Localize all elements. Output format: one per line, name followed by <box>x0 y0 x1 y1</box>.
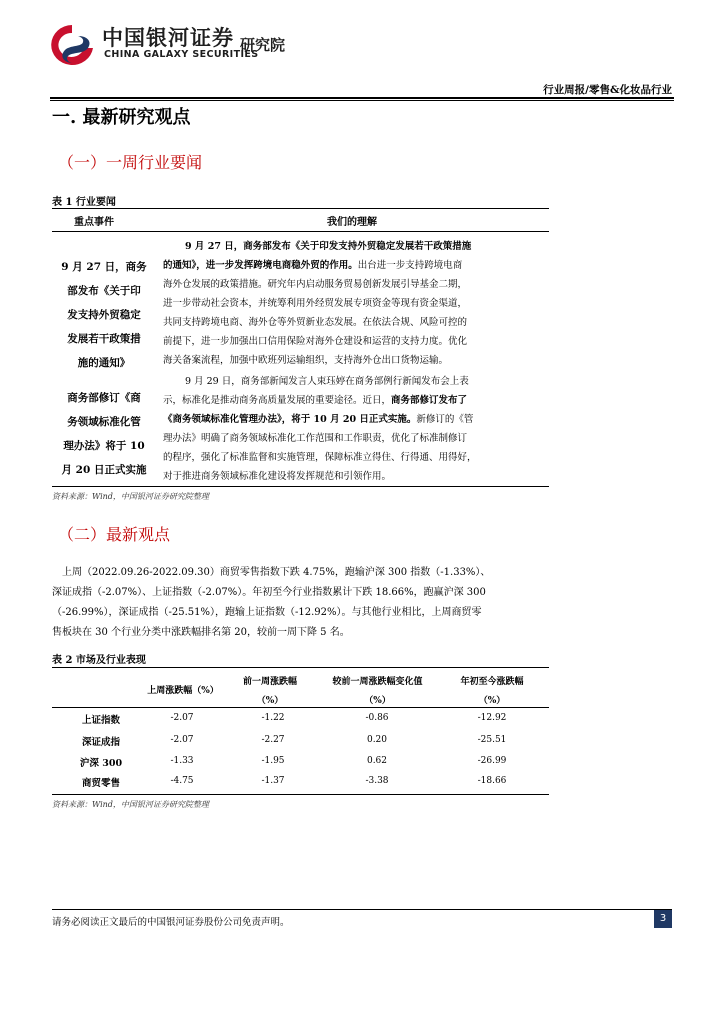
text-line: 的程序，强化了标准监督和实施管理，保障标准立得住、行得通、用得好， <box>163 452 477 463</box>
report-category: 行业周报/零售&化妆品行业 <box>543 84 672 96</box>
cell-ytd: -12.92 <box>477 713 507 723</box>
text-span: 出台进一步支持跨境电商 <box>357 260 463 271</box>
table2-header-rule <box>52 707 549 708</box>
text-line: 对于推进商务领域标准化建设将发挥规范和引领作用。 <box>163 471 392 482</box>
event-line: 发支持外贸稳定 <box>67 309 141 321</box>
cell-week: -4.75 <box>170 776 194 786</box>
event-line: 务领域标准化管 <box>67 416 141 428</box>
table1-top-rule <box>52 208 549 209</box>
bold-span: 商务部修订发布了 <box>391 395 468 406</box>
table1-header-rule <box>52 231 549 232</box>
header-divider-thin <box>50 100 674 101</box>
event-line: 商务部修订《商 <box>67 392 141 404</box>
row-label: 商贸零售 <box>81 778 120 789</box>
cell-ytd: -26.99 <box>477 756 507 766</box>
cell-change: -0.86 <box>365 713 389 723</box>
cell-week: -2.07 <box>170 713 194 723</box>
text-line: 海外仓发展的政策措施。研究年内启动服务贸易创新发展引导基金二期， <box>163 279 468 290</box>
text-span: 新修订的《管 <box>416 414 474 425</box>
text-line: 进一步带动社会资本，并统筹利用外经贸发展专项资金等现有资金渠道， <box>163 298 468 309</box>
row-label: 上证指数 <box>81 715 120 726</box>
cell-ytd: -25.51 <box>477 735 507 745</box>
subsection-heading-news: （一）一周行业要闻 <box>58 153 203 172</box>
table1-text-1 <box>163 237 549 370</box>
text-line: 9 月 29 日，商务部新闻发言人束珏婷在商务部例行新闻发布会上表 <box>185 376 469 387</box>
market-summary-paragraph <box>52 563 550 643</box>
table2-top-rule <box>52 667 549 668</box>
cell-prev-week: -2.27 <box>261 735 285 745</box>
cell-prev-week: -1.95 <box>261 756 285 766</box>
text-line: 海关备案流程，加强中欧班列运输组织，支持海外仓出口货物运输。 <box>163 355 449 366</box>
cell-change: -3.38 <box>365 776 389 786</box>
header-divider <box>50 97 674 99</box>
text-line: 前提下，进一步加强出口信用保险对海外仓建设和运营的支持力度。优化 <box>163 336 468 347</box>
event-line: 月 20 日正式实施 <box>61 464 147 476</box>
table2-header-prev-week: 前一周涨跌幅 <box>242 677 297 687</box>
bold-span: 的通知》，进一步发挥跨境电商稳外贸的作用。 <box>163 260 358 271</box>
paragraph-line: 上周（2022.09.26-2022.09.30）商贸零售指数下跌 4.75%，跑输沪深 300 指数（-1.33%）、 <box>62 567 491 578</box>
table2-header-change: 较前一周涨跌幅变化值 <box>332 677 423 687</box>
footer-disclaimer: 请务必阅读正文最后的中国银河证券股份公司免责声明。 <box>52 917 290 928</box>
cell-change: 0.62 <box>366 756 388 766</box>
galaxy-logo-icon <box>48 22 96 66</box>
table2-unit: （%） <box>478 696 506 706</box>
table2-caption: 表 2 市场及行业表现 <box>52 655 146 666</box>
cell-prev-week: -1.22 <box>261 713 285 723</box>
subsection-heading-views: （二）最新观点 <box>58 525 171 544</box>
section-heading: 一. 最新研究观点 <box>52 107 191 128</box>
table1-event-1 <box>54 255 154 375</box>
page-number: 3 <box>654 910 672 928</box>
logo-chinese-name: 中国银河证券 <box>102 26 234 50</box>
table1-text-2 <box>163 372 549 486</box>
cell-ytd: -18.66 <box>477 776 507 786</box>
table2-unit: （%） <box>256 696 284 706</box>
table1-caption: 表 1 行业要闻 <box>52 197 116 208</box>
event-line: 部发布《关于印 <box>67 285 141 297</box>
row-label: 沪深 300 <box>79 758 123 769</box>
text-span: 示，标准化是推动商务高质量发展的重要途径。近日， <box>163 395 392 406</box>
paragraph-line: 深证成指（-2.07%）、上证指数（-2.07%）。年初至今行业指数累计下跌 18.66%，跑赢沪深 300 <box>52 587 486 598</box>
text-line: 理办法》明确了商务领域标准化工作范围和工作职责，优化了标准制修订 <box>163 433 468 444</box>
event-line: 施的通知》 <box>77 357 131 369</box>
table1-event-2 <box>54 386 154 482</box>
table1-source: 资料来源：Wind，中国银河证券研究院整理 <box>52 492 209 501</box>
institute-label: 研究院 <box>240 36 286 54</box>
paragraph-line: （-26.99%），深证成指（-25.51%），跑输上证指数（-12.92%）。与其他行业相比，上周商贸零 <box>52 607 482 618</box>
table1-header-event: 重点事件 <box>74 217 114 228</box>
cell-prev-week: -1.37 <box>261 776 285 786</box>
text-line: 共同支持跨境电商、海外仓等外贸新业态发展。在依法合规、风险可控的 <box>163 317 468 328</box>
table2-bottom-rule <box>52 794 549 795</box>
bold-span: 9 月 27 日，商务部发布《关于印发支持外贸稳定发展若干政策措施 <box>185 241 472 252</box>
bold-span: 《商务领域标准化管理办法》，将于 10 月 20 日正式实施。 <box>163 414 417 425</box>
cell-week: -2.07 <box>170 735 194 745</box>
table1-header-understanding: 我们的理解 <box>327 217 377 228</box>
footer-divider <box>52 909 672 910</box>
event-line: 理办法》将于 10 <box>63 440 145 452</box>
cell-change: 0.20 <box>366 735 388 745</box>
cell-week: -1.33 <box>170 756 194 766</box>
paragraph-line: 售板块在 30 个行业分类中涨跌幅排名第 20，较前一周下降 5 名。 <box>52 627 350 638</box>
row-label: 深证成指 <box>81 737 120 748</box>
table2-unit: （%） <box>364 696 391 706</box>
table2-header-ytd: 年初至今涨跌幅 <box>460 677 524 687</box>
table2-header-week: 上周涨跌幅（%） <box>147 686 219 696</box>
logo-english-name: CHINA GALAXY SECURITIES <box>104 49 259 60</box>
event-line: 9 月 27 日，商务 <box>61 261 147 273</box>
table1-bottom-rule <box>52 486 549 487</box>
table2-source: 资料来源：Wind，中国银河证券研究院整理 <box>52 800 209 809</box>
event-line: 发展若干政策措 <box>67 333 141 345</box>
